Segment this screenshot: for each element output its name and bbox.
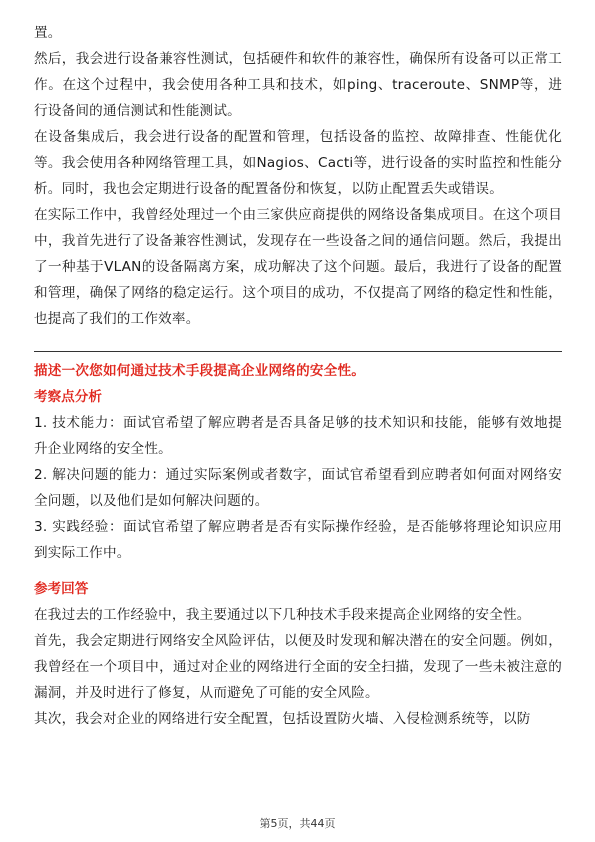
analysis-item: 3. 实践经验：面试官希望了解应聘者是否有实际操作经验，是否能够将理论知识应用到实际工作中。 — [34, 519, 562, 561]
paragraph: 置。 — [34, 25, 62, 41]
answer-paragraph: 首先，我会定期进行网络安全风险评估，以便及时发现和解决潜在的安全问题。例如，我曾经在一个项目中，通过对企业的网络进行全面的安全扫描，发现了一些未被注意的漏洞，并及时进行了修复，从而避免了可能的安全风险。 — [34, 633, 562, 701]
section-divider — [34, 351, 562, 352]
answer-label: 参考回答 — [34, 581, 89, 597]
question-heading: 描述一次您如何通过技术手段提高企业网络的安全性。 — [34, 363, 366, 379]
analysis-item: 1. 技术能力：面试官希望了解应聘者是否具备足够的技术知识和技能，能够有效地提升企业网络的安全性。 — [34, 415, 562, 457]
document-body — [34, 20, 562, 732]
answer-paragraph: 在我过去的工作经验中，我主要通过以下几种技术手段来提高企业网络的安全性。 — [34, 607, 531, 623]
paragraph: 在实际工作中，我曾经处理过一个由三家供应商提供的网络设备集成项目。在这个项目中，我首先进行了设备兼容性测试，发现存在一些设备之间的通信问题。然后，我提出了一种基于VLAN的设备隔离方案，成功解决了这个问题。最后，我进行了设备的配置和管理，确保了网络的稳定运行。这个项目的成功，不仅提高了网络的稳定性和性能，也提高了我们的工作效率。 — [34, 207, 562, 327]
analysis-label: 考察点分析 — [34, 389, 102, 405]
analysis-item: 2. 解决问题的能力：通过实际案例或者数字，面试官希望看到应聘者如何面对网络安全问题，以及他们是如何解决问题的。 — [34, 467, 562, 509]
paragraph: 在设备集成后，我会进行设备的配置和管理，包括设备的监控、故障排查、性能优化等。我会使用各种网络管理工具，如Nagios、Cacti等，进行设备的实时监控和性能分析。同时，我也会定期进行设备的配置备份和恢复，以防止配置丢失或错误。 — [34, 129, 562, 197]
page-number: 第5页，共44页 — [259, 817, 336, 830]
paragraph: 然后，我会进行设备兼容性测试，包括硬件和软件的兼容性，确保所有设备可以正常工作。在这个过程中，我会使用各种工具和技术，如ping、traceroute、SNMP等，进行设备间的通信测试和性能测试。 — [34, 51, 562, 119]
answer-paragraph: 其次，我会对企业的网络进行安全配置，包括设置防火墙、入侵检测系统等，以防 — [34, 711, 531, 727]
